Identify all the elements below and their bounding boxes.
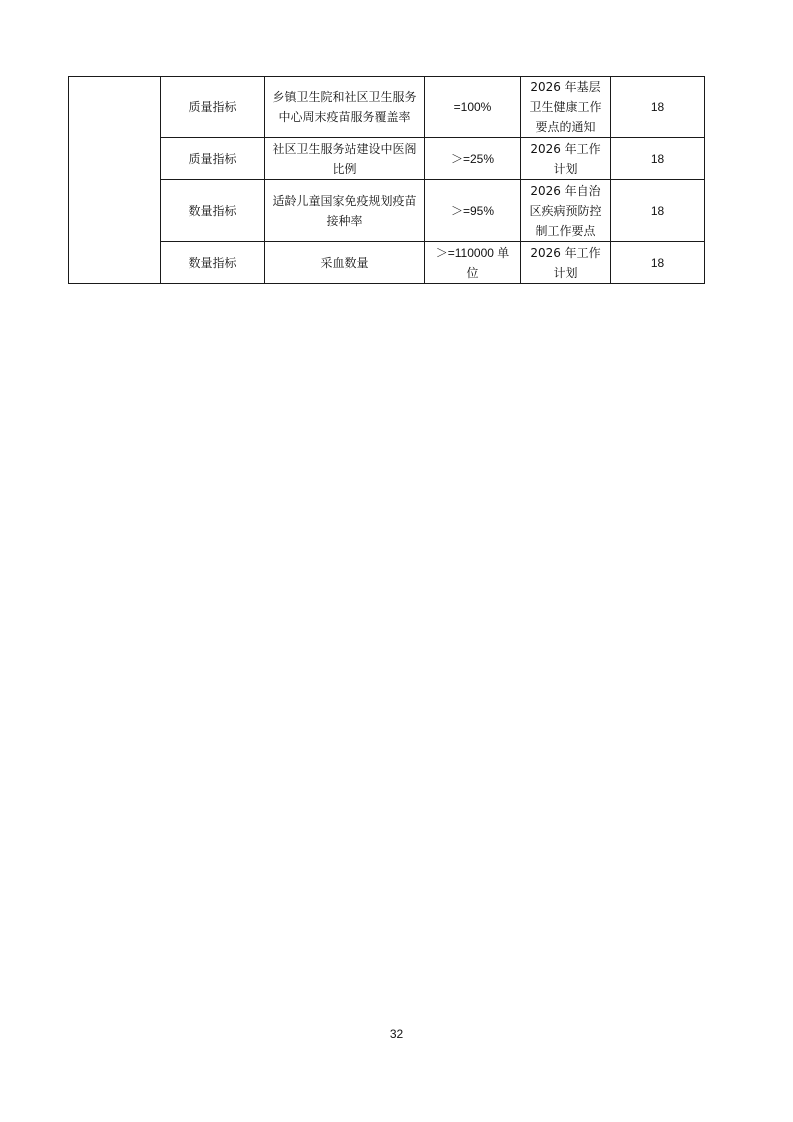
page-number: 32	[389, 1027, 404, 1041]
target-value-cell: ＞=25%	[425, 138, 521, 180]
basis-cell: 2026 年基层卫生健康工作要点的通知	[521, 77, 611, 138]
performance-indicator-table	[68, 76, 705, 284]
target-value-cell: ＞=110000 单位	[425, 242, 521, 284]
indicator-name-cell: 适龄儿童国家免疫规划疫苗接种率	[265, 180, 425, 242]
indicator-type-cell: 数量指标	[161, 242, 265, 284]
target-value-cell: =100%	[425, 77, 521, 138]
basis-cell: 2026 年自治区疾病预防控制工作要点	[521, 180, 611, 242]
score-cell: 18	[611, 242, 705, 284]
merged-blank-cell	[69, 77, 161, 284]
indicator-name-cell: 社区卫生服务站建设中医阁比例	[265, 138, 425, 180]
table-row	[69, 180, 705, 242]
table-row	[69, 242, 705, 284]
table-row	[69, 77, 705, 138]
basis-cell: 2026 年工作计划	[521, 242, 611, 284]
target-value-cell: ＞=95%	[425, 180, 521, 242]
score-cell: 18	[611, 77, 705, 138]
basis-cell: 2026 年工作计划	[521, 138, 611, 180]
indicator-type-cell: 数量指标	[161, 180, 265, 242]
score-cell: 18	[611, 138, 705, 180]
indicator-name-cell: 乡镇卫生院和社区卫生服务中心周末疫苗服务覆盖率	[265, 77, 425, 138]
score-cell: 18	[611, 180, 705, 242]
indicator-name-cell: 采血数量	[265, 242, 425, 284]
table-row	[69, 138, 705, 180]
indicator-type-cell: 质量指标	[161, 77, 265, 138]
indicator-type-cell: 质量指标	[161, 138, 265, 180]
